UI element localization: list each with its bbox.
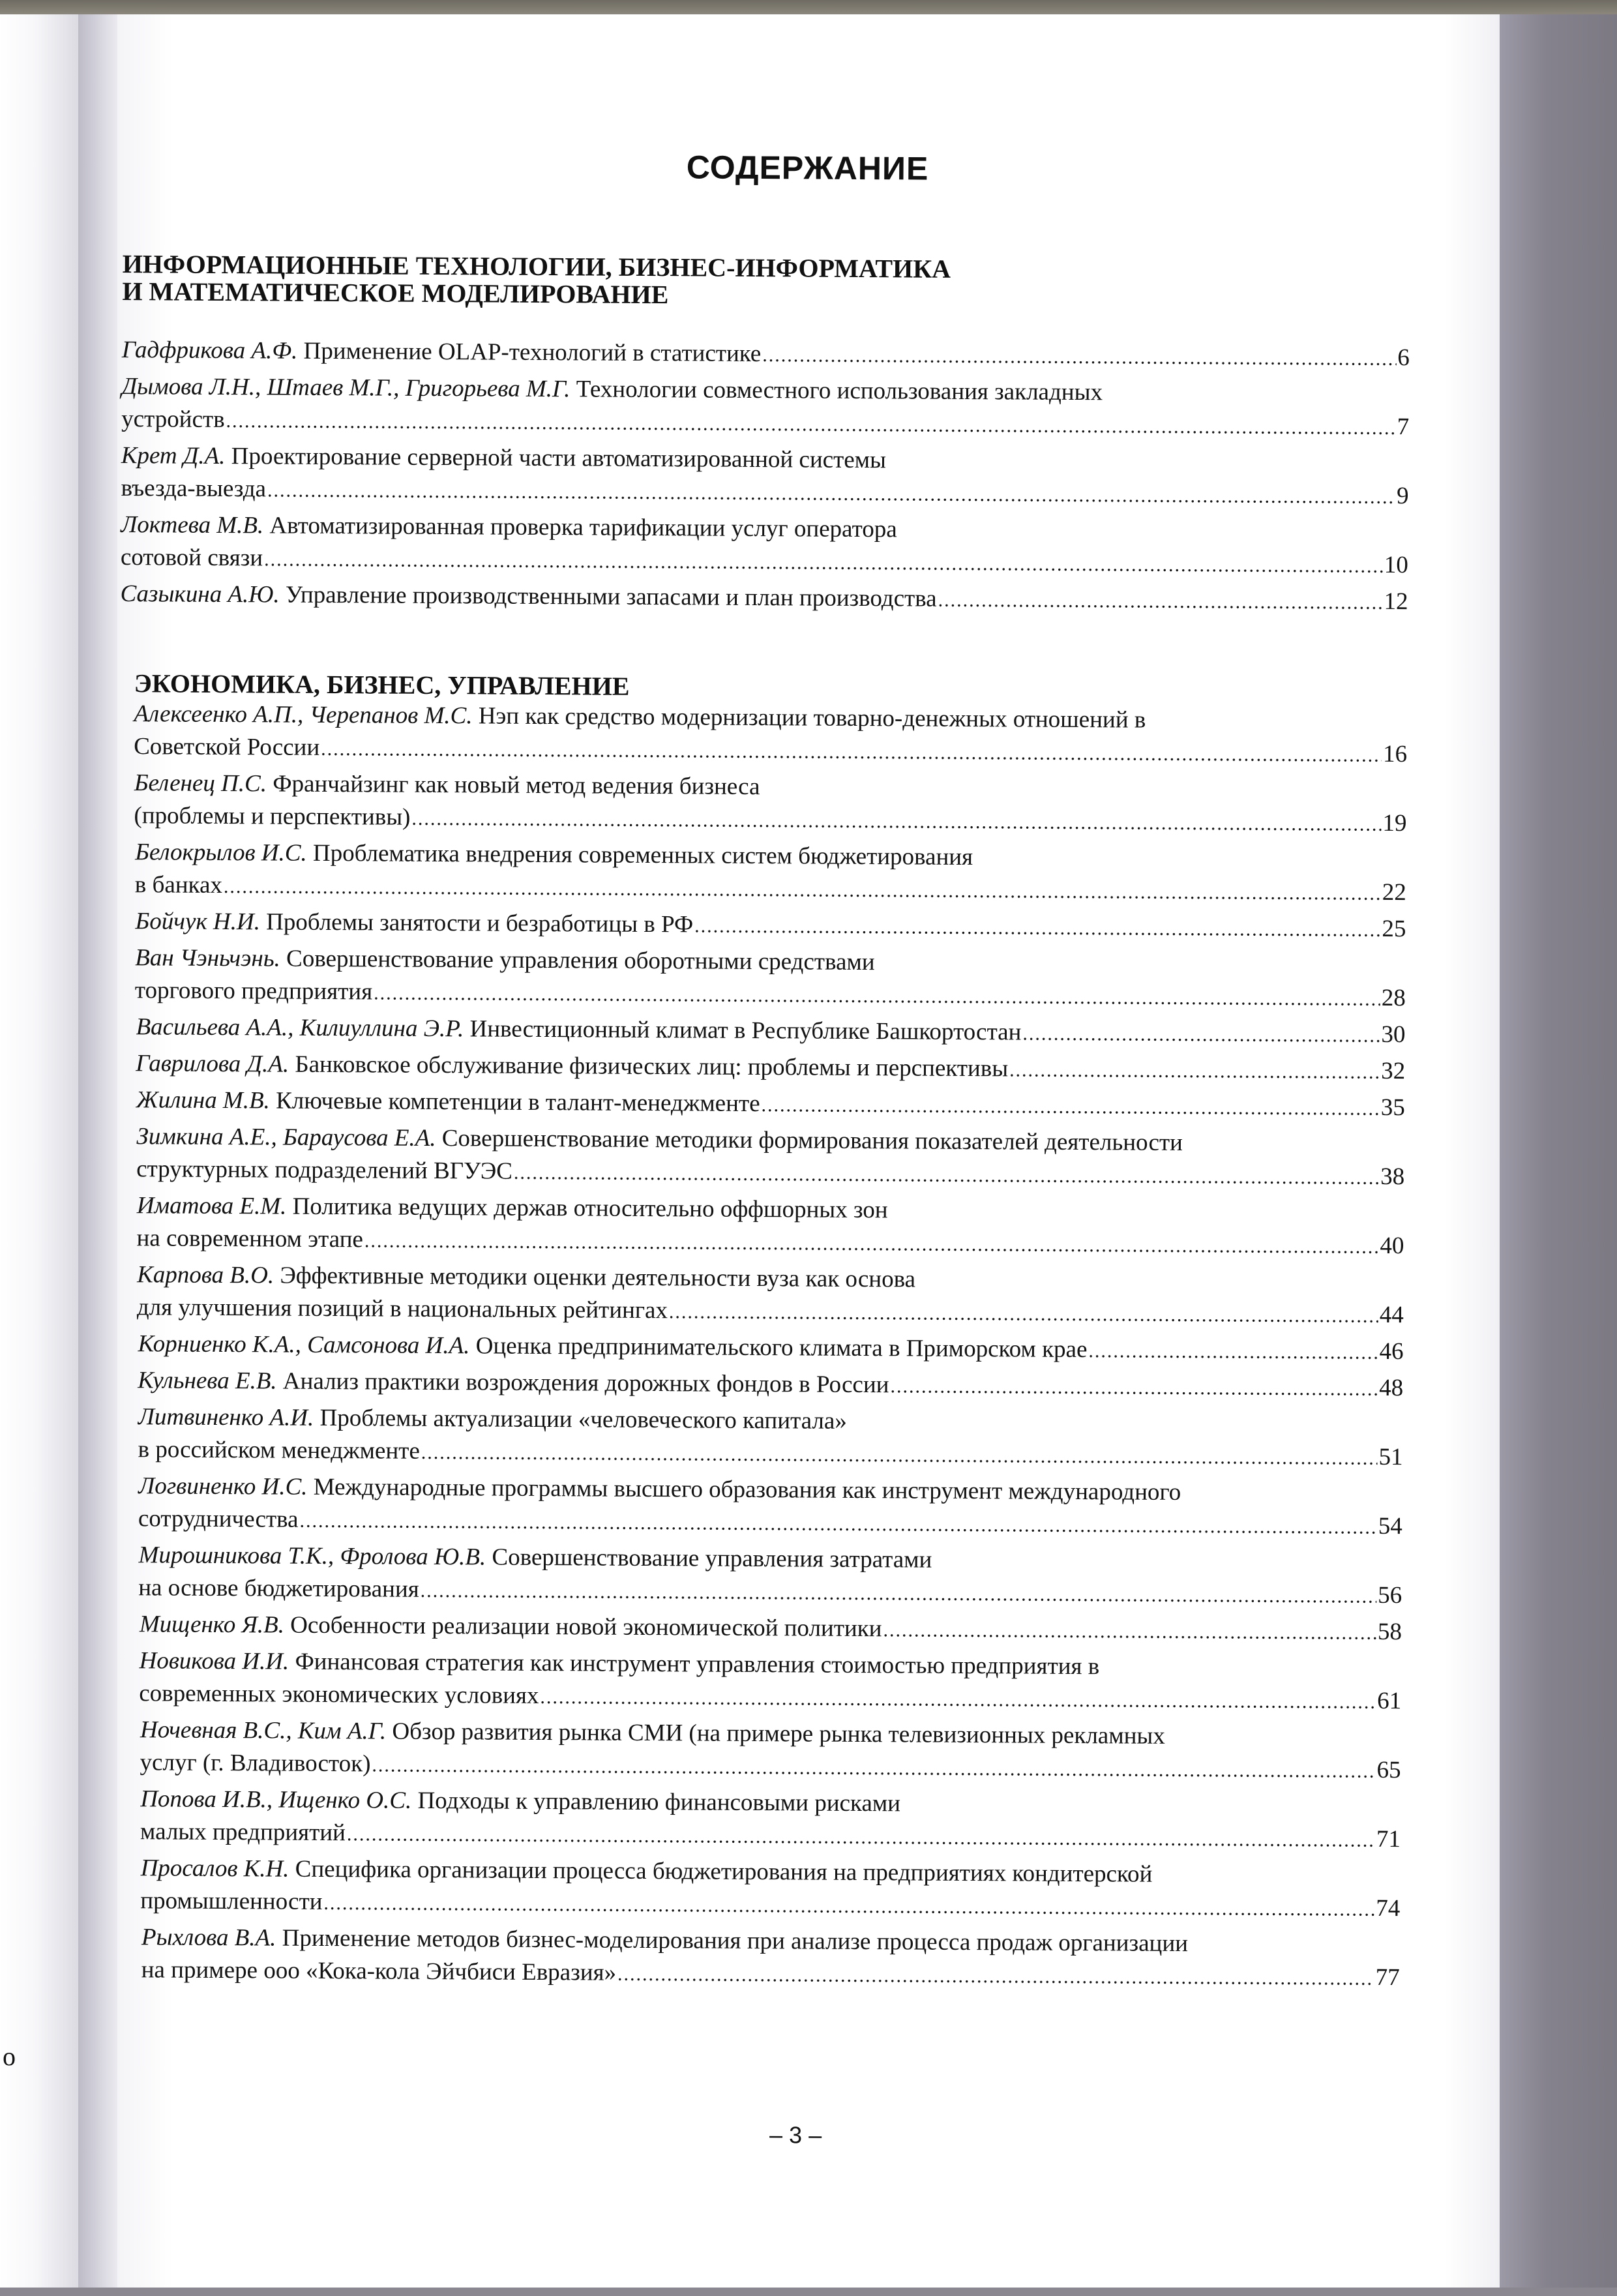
entry-page-number: 35 — [1380, 1094, 1405, 1122]
entry-title: Специфика организации процесса бюджетирования на предприятиях кондитерской — [295, 1855, 1153, 1888]
entry-page-number: 44 — [1379, 1301, 1404, 1329]
toc-entry-line — [134, 730, 1407, 772]
entry-authors: Кульнева Е.В. — [138, 1367, 277, 1395]
page-title: СОДЕРЖАНИЕ — [686, 149, 929, 187]
entry-authors: Попова И.В., Ищенко О.С. — [140, 1785, 412, 1814]
toc-entry[interactable] — [134, 698, 1408, 772]
toc-entry[interactable] — [136, 1084, 1405, 1126]
entry-page-number: 9 — [1396, 482, 1409, 510]
entry-authors: Алексеенко А.П., Черепанов М.С. — [134, 700, 473, 730]
entry-title: Международные программы высшего образования как инструмент международного — [313, 1473, 1181, 1506]
entry-page-number: 77 — [1375, 1963, 1400, 1991]
toc-entry-line — [121, 541, 1408, 583]
entry-page-number: 12 — [1384, 588, 1408, 616]
dot-leader — [762, 339, 1396, 376]
toc-entry-line — [136, 1047, 1405, 1089]
toc-entry-line — [138, 1328, 1403, 1369]
dot-leader — [669, 1296, 1378, 1333]
toc-entry-line — [121, 472, 1408, 514]
toc-entry-line — [140, 1815, 1401, 1857]
entry-authors: Просалов К.Н. — [140, 1855, 289, 1883]
entry-title: Оценка предпринимательского климата в Приморском крае — [475, 1332, 1088, 1364]
toc-entry-line — [120, 578, 1408, 619]
entry-authors: Иматова Е.М. — [136, 1192, 287, 1220]
entry-title: Подходы к управлению финансовыми рисками — [417, 1787, 901, 1817]
dot-leader — [938, 584, 1382, 619]
toc-entry[interactable] — [140, 1852, 1401, 1926]
dot-leader — [540, 1681, 1376, 1719]
entry-authors: Ночевная В.С., Ким А.Г. — [140, 1716, 387, 1745]
section-heading: И МАТЕМАТИЧЕСКОЕ МОДЕЛИРОВАНИЕ — [122, 276, 669, 310]
toc-entry[interactable] — [138, 1328, 1403, 1369]
entry-title: сотрудничества — [138, 1505, 299, 1533]
dot-leader — [299, 1505, 1377, 1544]
toc-entry-line — [121, 403, 1409, 445]
entry-page-number: 16 — [1382, 740, 1408, 768]
entry-page-number: 28 — [1381, 984, 1406, 1012]
toc-entry[interactable] — [122, 334, 1410, 376]
toc-entry[interactable] — [136, 1011, 1405, 1052]
entry-authors: Литвиненко А.И. — [138, 1403, 314, 1431]
toc-entry[interactable] — [136, 1120, 1405, 1195]
toc-entry-line — [135, 869, 1406, 910]
toc-entry[interactable] — [121, 370, 1410, 445]
toc-entry[interactable] — [120, 578, 1408, 619]
entry-page-number: 38 — [1380, 1163, 1405, 1191]
entry-title: Банковское обслуживание физических лиц: проблемы и перспективы — [295, 1051, 1009, 1082]
entry-title: Обзор развития рынка СМИ (на примере рынка телевизионных рекламных — [392, 1718, 1165, 1750]
entry-title: Проблемы актуализации «человеческого капитала» — [319, 1404, 847, 1435]
dot-leader — [372, 1749, 1375, 1787]
table-of-contents — [104, 14, 1500, 2296]
entry-title: Проблемы занятости и безработицы в РФ — [266, 908, 694, 938]
entry-authors: Карпова В.О. — [137, 1261, 274, 1289]
dot-leader — [890, 1370, 1378, 1406]
entry-authors: Крет Д.А. — [121, 442, 226, 470]
entry-title: Автоматизированная проверка тарификации услуг оператора — [269, 512, 897, 543]
entry-page-number: 48 — [1379, 1374, 1404, 1402]
document-page — [117, 14, 1500, 2288]
entry-page-number: 19 — [1382, 809, 1407, 837]
dot-leader — [374, 977, 1380, 1015]
toc-entry[interactable] — [135, 836, 1407, 910]
entry-title: Франчайзинг как новый метод ведения бизнеса — [273, 770, 760, 801]
entry-authors: Бойчук Н.И. — [135, 908, 261, 936]
entry-title: Проектирование серверной части автоматизированной системы — [231, 443, 887, 474]
toc-entry-line — [138, 1502, 1402, 1544]
toc-entry[interactable] — [138, 1401, 1403, 1475]
entry-page-number: 7 — [1397, 413, 1410, 441]
entry-title: Финансовая стратегия как инструмент управления стоимостью предприятия в — [295, 1648, 1100, 1680]
entry-page-number: 10 — [1384, 551, 1409, 579]
dot-leader — [1009, 1054, 1380, 1088]
dot-leader — [514, 1157, 1380, 1195]
toc-entry[interactable] — [136, 1189, 1404, 1264]
entry-authors: Белокрылов И.С. — [135, 839, 307, 867]
dot-leader — [411, 803, 1381, 841]
entry-page-number: 56 — [1378, 1581, 1402, 1609]
toc-entry-line — [136, 1222, 1404, 1264]
entry-title: промышленности — [140, 1887, 323, 1915]
dot-leader — [364, 1225, 1379, 1264]
entry-authors: Мищенко Я.В. — [139, 1611, 285, 1639]
dot-leader — [1088, 1335, 1378, 1369]
toc-entry[interactable] — [140, 1714, 1401, 1788]
dot-leader — [883, 1614, 1376, 1650]
entry-authors: Рыхлова В.А. — [141, 1924, 276, 1952]
entry-authors: Дымова Л.Н., Штаев М.Г., Григорьева М.Г. — [121, 373, 571, 403]
entry-title: Инвестиционный климат в Республике Башкортостан — [469, 1015, 1022, 1046]
toc-entry[interactable] — [140, 1608, 1402, 1650]
toc-entry-line — [138, 1572, 1402, 1613]
entry-page-number: 51 — [1378, 1443, 1403, 1471]
page-number: – 3 – — [769, 2121, 822, 2149]
entry-title: устройств — [121, 406, 225, 434]
entry-page-number: 58 — [1377, 1618, 1402, 1646]
toc-entry[interactable] — [136, 1047, 1405, 1089]
entry-authors: Ван Чэньчэнь. — [135, 944, 281, 972]
scanner-top-edge — [0, 0, 1617, 14]
entry-page-number: 46 — [1379, 1337, 1404, 1365]
toc-entry[interactable] — [137, 1259, 1404, 1333]
toc-entry-line — [138, 1364, 1403, 1406]
toc-entry-line — [136, 1011, 1405, 1052]
entry-title: современных экономических условиях — [139, 1680, 539, 1709]
toc-entry[interactable] — [139, 1645, 1402, 1719]
toc-entry[interactable] — [138, 1470, 1403, 1544]
dot-leader — [421, 1575, 1377, 1613]
entry-title: Применение методов бизнес-моделирования при анализе процесса продаж организации — [282, 1924, 1189, 1958]
entry-title: для улучшения позиций в национальных рейтингах — [136, 1294, 668, 1324]
entry-page-number: 61 — [1377, 1687, 1402, 1715]
dot-leader — [226, 405, 1395, 445]
entry-authors: Беленец П.С. — [134, 769, 267, 798]
entry-title: услуг (г. Владивосток) — [140, 1749, 371, 1778]
entry-title: Совершенствование методики формирования показателей деятельности — [441, 1125, 1183, 1157]
entry-title: на примере ооо «Кока-кола Эйчбиси Евразия» — [141, 1956, 617, 1986]
entry-authors: Гаврилова Д.А. — [136, 1050, 289, 1078]
entry-page-number: 32 — [1381, 1057, 1406, 1085]
toc-entry[interactable] — [138, 1364, 1403, 1406]
toc-entry[interactable] — [121, 440, 1409, 514]
entry-title: в российском менеджменте — [138, 1436, 420, 1465]
entry-title: (проблемы и перспективы) — [134, 802, 411, 831]
entry-title: Совершенствование управления затратами — [492, 1543, 932, 1573]
entry-authors: Васильева А.А., Килиуллина Э.Р. — [136, 1013, 464, 1043]
dot-leader — [421, 1437, 1378, 1475]
entry-authors: Зимкина А.Е., Бараусова Е.А. — [136, 1123, 436, 1152]
toc-entry-line — [140, 1608, 1402, 1650]
entry-title: Эффективные методики оценки деятельности вуза как основа — [280, 1262, 916, 1293]
toc-entry-line — [140, 1746, 1401, 1788]
entry-authors: Локтева М.В. — [121, 511, 264, 539]
entry-title: Управление производственными запасами и план производства — [285, 581, 937, 612]
entry-title: Применение OLAP-технологий в статистике — [303, 337, 762, 368]
entry-title: Особенности реализации новой экономической политики — [290, 1611, 882, 1643]
entry-page-number: 71 — [1376, 1825, 1401, 1853]
toc-entry[interactable] — [141, 1921, 1401, 1995]
dot-leader — [264, 543, 1383, 582]
entry-title: Совершенствование управления оборотными средствами — [286, 945, 875, 976]
toc-entry-line — [122, 334, 1410, 376]
toc-entry-line — [134, 799, 1406, 841]
entry-authors: Сазыкина А.Ю. — [120, 580, 280, 608]
previous-page-edge — [0, 14, 78, 2288]
toc-entry-line — [135, 905, 1406, 947]
toc-entry[interactable] — [134, 767, 1407, 841]
toc-entry-line — [137, 1291, 1404, 1333]
toc-entry-line — [135, 974, 1406, 1016]
dot-leader — [347, 1818, 1375, 1857]
entry-title: Политика ведущих держав относительно оффшорных зон — [292, 1193, 888, 1224]
toc-entry-line — [139, 1677, 1401, 1719]
toc-entry[interactable] — [135, 905, 1406, 947]
toc-entry[interactable] — [135, 942, 1406, 1016]
stray-margin-mark: о — [3, 2042, 16, 2071]
toc-entry-line — [138, 1433, 1402, 1475]
entry-title: Анализ практики возрождения дорожных фондов в России — [282, 1367, 889, 1399]
entry-authors: Жилина М.В. — [136, 1086, 271, 1114]
entry-page-number: 65 — [1376, 1756, 1401, 1784]
section-heading: ЭКОНОМИКА, БИЗНЕС, УПРАВЛЕНИЕ — [134, 668, 630, 701]
entry-authors: Логвиненко И.С. — [138, 1472, 308, 1500]
entry-title: торгового предприятия — [134, 977, 373, 1006]
entry-title: Нэп как средство модернизации товарно-денежных отношений в — [478, 702, 1146, 734]
entry-title: в банках — [134, 871, 223, 899]
entry-page-number: 40 — [1380, 1232, 1404, 1260]
entry-page-number: 25 — [1382, 915, 1406, 943]
entry-title: сотовой связи — [120, 544, 263, 572]
entry-title: въезда-выезда — [121, 475, 267, 503]
entry-page-number: 74 — [1376, 1894, 1401, 1922]
dot-leader — [761, 1089, 1380, 1126]
toc-entry[interactable] — [138, 1539, 1402, 1613]
toc-entry[interactable] — [121, 509, 1409, 583]
entry-title: Проблематика внедрения современных систем бюджетирования — [312, 839, 973, 871]
entry-title: Советской России — [134, 733, 320, 761]
entry-title: Технологии совместного использования закладных — [576, 376, 1103, 406]
dot-leader — [224, 871, 1381, 910]
dot-leader — [321, 733, 1382, 772]
entry-title: структурных подразделений ВГУЭС — [136, 1155, 513, 1185]
entry-authors: Гадфрикова А.Ф. — [121, 336, 298, 365]
entry-page-number: 54 — [1378, 1512, 1402, 1540]
entry-authors: Новикова И.И. — [139, 1647, 289, 1675]
toc-entry-line — [136, 1153, 1404, 1195]
entry-title: на современном этапе — [136, 1225, 364, 1253]
toc-entry-line — [141, 1954, 1400, 1995]
entry-title: на основе бюджетирования — [138, 1574, 419, 1603]
toc-entry-line — [136, 1084, 1405, 1126]
entry-page-number: 30 — [1381, 1021, 1406, 1049]
dot-leader — [694, 910, 1381, 946]
entry-title: Ключевые компетенции в талант-менеджменте — [276, 1087, 760, 1118]
entry-title: малых предприятий — [140, 1818, 346, 1847]
entry-authors: Корниенко К.А., Самсонова И.А. — [138, 1330, 470, 1360]
scanner-background — [1500, 14, 1617, 2288]
dot-leader — [617, 1958, 1374, 1995]
entry-authors: Мирошникова Т.К., Фролова Ю.В. — [138, 1542, 486, 1571]
entry-page-number: 6 — [1397, 344, 1410, 372]
dot-leader — [1022, 1018, 1380, 1052]
toc-entry-line — [140, 1885, 1400, 1926]
section-heading: ИНФОРМАЦИОННЫЕ ТЕХНОЛОГИИ, БИЗНЕС-ИНФОРМАТИКА — [122, 249, 951, 284]
entry-page-number: 22 — [1382, 878, 1406, 906]
dot-leader — [267, 474, 1395, 514]
dot-leader — [323, 1887, 1374, 1926]
toc-entry[interactable] — [140, 1783, 1401, 1857]
